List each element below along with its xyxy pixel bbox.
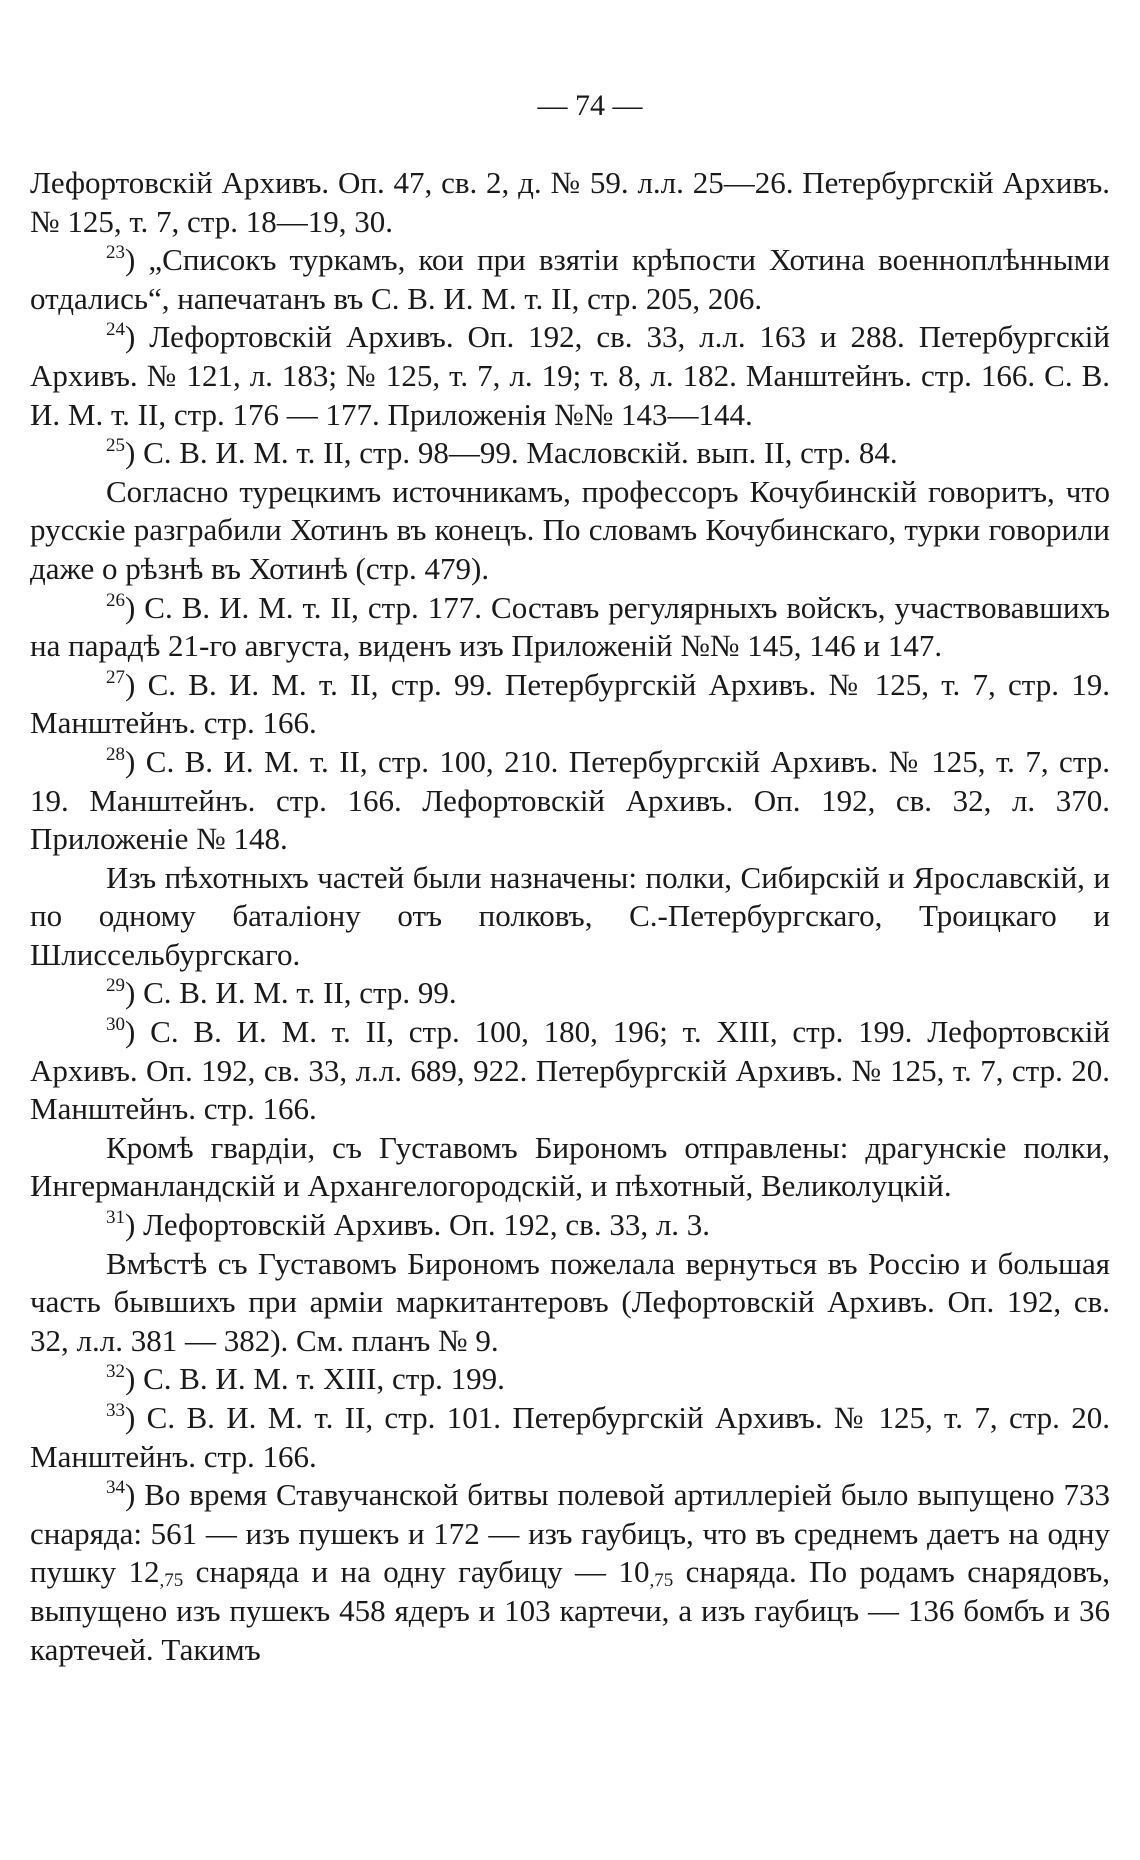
footnote-marker: 33 [106, 1400, 125, 1421]
footnote-29 [30, 974, 1110, 1013]
page-number: — 74 — [537, 89, 643, 122]
paragraph-text: Кромѣ гвардіи, съ Густавомъ Бирономъ отправлены: драгунскіе полки, Ингерманландскій и Архангелогородскій, и пѣхотный, Великолуцкій. [30, 1129, 1110, 1204]
paragraph-p-sutlers [30, 1245, 1110, 1361]
footnote-marker: 24 [106, 319, 125, 341]
decimal-subscript: ,75 [649, 1570, 674, 1592]
decimal-subscript: ,75 [159, 1570, 184, 1592]
paragraph-text: снаряда и на одну гаубицу — 10 [183, 1554, 650, 1590]
footnote-27 [30, 666, 1110, 743]
paragraph-text: Согласно турецкимъ источникамъ, профессоръ Кочубинскій говоритъ, что русскіе разграбили Хотинъ въ конецъ. По словамъ Кочубинскаго, турки говорили даже о рѣзнѣ въ Хотинѣ (стр. 479). [30, 473, 1110, 586]
paragraph-text: ) С. В. И. М. т. II, стр. 100, 180, 196; т. XIII, стр. 199. Лефортовскій Архивъ. Оп. 192, св. 33, л.л. 689, 922. Петербургскій Архивъ. № 125, т. 7, стр. 20. Манштейнъ. стр. 166. [30, 1014, 1110, 1127]
footnote-28 [30, 743, 1110, 859]
paragraph-p-guards [30, 1129, 1110, 1206]
footnote-23 [30, 241, 1110, 318]
footnote-marker: 27 [106, 666, 125, 688]
paragraph-text: ) Лефортовскій Архивъ. Оп. 192, св. 33, л.л. 163 и 288. Петербургскій Архивъ. № 121, л. 183; № 125, т. 7, л. 19; т. 8, л. 182. Манштейнъ. стр. 166. С. В. И. М. т. II, стр. 176 — 177. Приложенія №№ 143—144. [30, 319, 1110, 432]
footnote-marker: 34 [106, 1477, 125, 1499]
paragraph-text: ) С. В. И. М. т. II, стр. 177. Составъ регулярныхъ войскъ, участвовавшихъ на парадѣ 21-го августа, виденъ изъ Приложеній №№ 145, 146 и 147. [30, 589, 1110, 664]
footnote-32 [30, 1360, 1110, 1399]
paragraph-text: ) С. В. И. М. т. II, стр. 98—99. Масловскій. вып. II, стр. 84. [125, 435, 898, 471]
paragraph-text: ) С. В. И. М. т. II, стр. 99. [125, 975, 457, 1011]
footnote-25 [30, 434, 1110, 473]
footnote-marker: 26 [106, 589, 125, 611]
footnote-marker: 29 [106, 975, 125, 997]
footnote-31 [30, 1206, 1110, 1245]
footnote-33 [30, 1399, 1110, 1476]
paragraph-text: ) С. В. И. М. т. II, стр. 99. Петербургскій Архивъ. № 125, т. 7, стр. 19. Манштейнъ. стр. 166. [30, 666, 1110, 741]
footnotes-text [30, 164, 1110, 1669]
footnote-24 [30, 318, 1110, 434]
footnote-marker: 28 [106, 743, 125, 765]
paragraph-text: ) Во время Ставучанской битвы полевой артиллеріей было выпущено 733 снаряда: 561 — изъ пушекъ и 172 — изъ гаубицъ, что въ среднемъ даетъ на одну пушку 12 [30, 1477, 1110, 1590]
paragraph-text: ) „Списокъ туркамъ, кои при взятіи крѣпости Хотина военноплѣнными отдались“, напечатанъ въ С. В. И. М. т. II, стр. 205, 206. [30, 242, 1110, 316]
footnote-marker: 23 [106, 242, 125, 264]
footnote-marker: 31 [106, 1207, 125, 1229]
paragraph-text: Лефортовскій Архивъ. Оп. 47, св. 2, д. № 59. л.л. 25—26. Петербургскій Архивъ. № 125, т. 7, стр. 18—19, 30. [30, 165, 1110, 239]
paragraph-p-kochubinsky [30, 473, 1110, 589]
paragraph-text: ) С. В. И. М. т. II, стр. 101. Петербургскій Архивъ. № 125, т. 7, стр. 20. Манштейнъ. стр. 166. [30, 1400, 1110, 1474]
footnote-marker: 32 [106, 1361, 125, 1383]
footnote-26 [30, 589, 1110, 666]
paragraph-p-continuation [30, 164, 1110, 241]
footnote-34 [30, 1476, 1110, 1669]
paragraph-text: ) Лефортовскій Архивъ. Оп. 192, св. 33, л. 3. [125, 1207, 711, 1243]
footnote-marker: 25 [106, 435, 125, 457]
paragraph-text: Вмѣстѣ съ Густавомъ Бирономъ пожелала вернуться въ Россію и большая часть бывшихъ при арміи маркитантеровъ (Лефортовскій Архивъ. Оп. 192, св. 32, л.л. 381 — 382). См. планъ № 9. [30, 1245, 1110, 1358]
paragraph-text: ) С. В. И. М. т. XIII, стр. 199. [125, 1361, 505, 1397]
footnote-30 [30, 1013, 1110, 1129]
footnote-marker: 30 [106, 1014, 125, 1036]
paragraph-text: Изъ пѣхотныхъ частей были назначены: полки, Сибирскій и Ярославскій, и по одному баталіону отъ полковъ, С.-Петербургскаго, Троицкаго и Шлиссельбургскаго. [30, 859, 1110, 972]
paragraph-p-infantry [30, 859, 1110, 975]
paragraph-text: ) С. В. И. М. т. II, стр. 100, 210. Петербургскій Архивъ. № 125, т. 7, стр. 19. Манштейнъ. стр. 166. Лефортовскій Архивъ. Оп. 192, св. 32, л. 370. Приложеніе № 148. [30, 743, 1110, 857]
paragraph-text: снаряда. По родамъ снарядовъ, выпущено изъ пушекъ 458 ядеръ и 103 картечи, а изъ гаубицъ — 136 бомбъ и 36 картечей. Такимъ [30, 1554, 1110, 1667]
